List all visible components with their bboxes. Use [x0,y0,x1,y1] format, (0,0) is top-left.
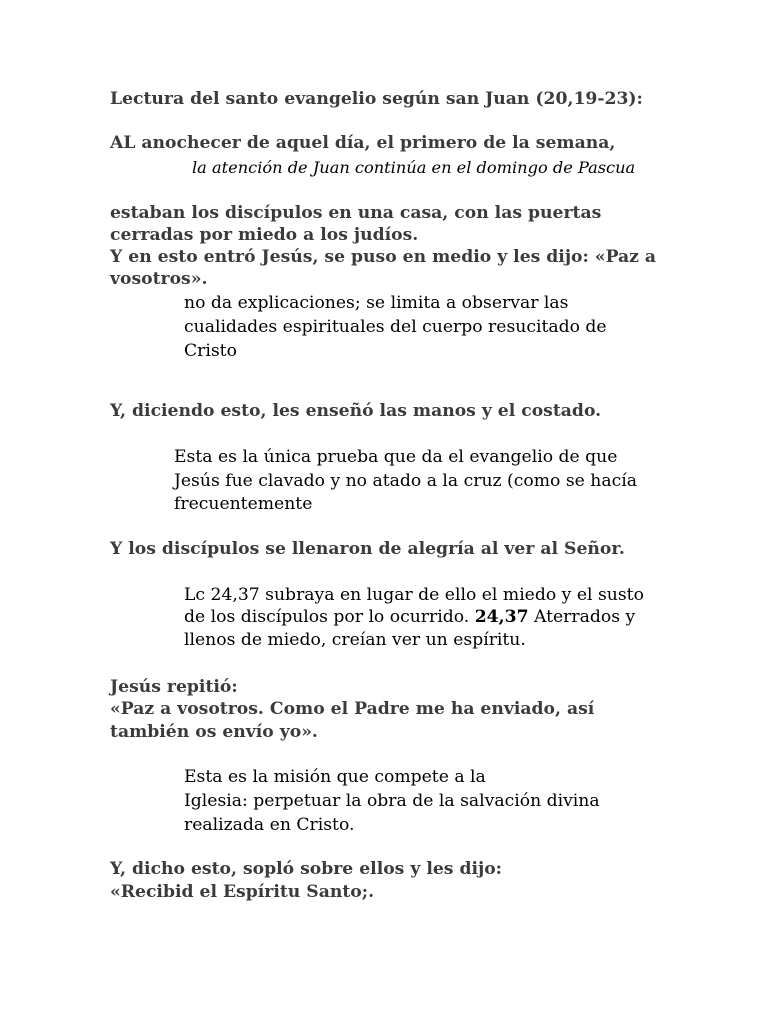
verse-2-line-1: estaban los discípulos en una casa, con las puertas [110,203,602,223]
note-4-line-1: Lc 24,37 subraya en lugar de ello el miedo y el susto [184,585,644,605]
note-5-line-1: Esta es la misión que compete a la [184,767,486,787]
verse-7-line-2: «Recibid el Espíritu Santo;. [110,882,375,902]
note-4-reference: 24,37 [474,607,529,627]
note-5-line-2: Iglesia: perpetuar la obra de la salvación divina [184,791,600,811]
note-1: la atención de Juan continúa en el domingo de Pascua [192,158,636,177]
verse-6-line-2: «Paz a vosotros. Como el Padre me ha enviado, así [110,699,595,719]
note-2-line-1: no da explicaciones; se limita a observar las [184,293,569,313]
note-3-line-2: Jesús fue clavado y no atado a la cruz (como se hacía [174,471,637,491]
verse-4: Y, diciendo esto, les enseñó las manos y el costado. [110,401,602,421]
note-5-line-3: realizada en Cristo. [184,815,355,835]
reading-heading: Lectura del santo evangelio según san Juan (20,19-23): [110,89,643,109]
note-4-text-c: Aterrados y [528,607,636,627]
note-4-text-a: de los discípulos por lo ocurrido. [184,607,475,627]
note-2-line-2: cualidades espirituales del cuerpo resucitado de [184,317,607,337]
note-4-line-3: llenos de miedo, creían ver un espíritu. [184,630,526,650]
verse-5: Y los discípulos se llenaron de alegría al ver al Señor. [110,539,625,559]
note-4-line-2 [184,606,635,629]
verse-3-line-2: vosotros». [110,269,208,289]
verse-7-line-1: Y, dicho esto, sopló sobre ellos y les dijo: [110,859,503,879]
verse-1: AL anochecer de aquel día, el primero de la semana, [110,133,616,153]
note-3-line-3: frecuentemente [174,494,313,514]
verse-6-line-3: también os envío yo». [110,722,318,742]
verse-6-line-1: Jesús repitió: [110,677,238,697]
verse-2-line-2: cerradas por miedo a los judíos. [110,225,419,245]
note-2-line-3: Cristo [184,341,237,361]
verse-3-line-1: Y en esto entró Jesús, se puso en medio y les dijo: «Paz a [110,247,657,267]
note-3-line-1: Esta es la única prueba que da el evangelio de que [174,447,618,467]
